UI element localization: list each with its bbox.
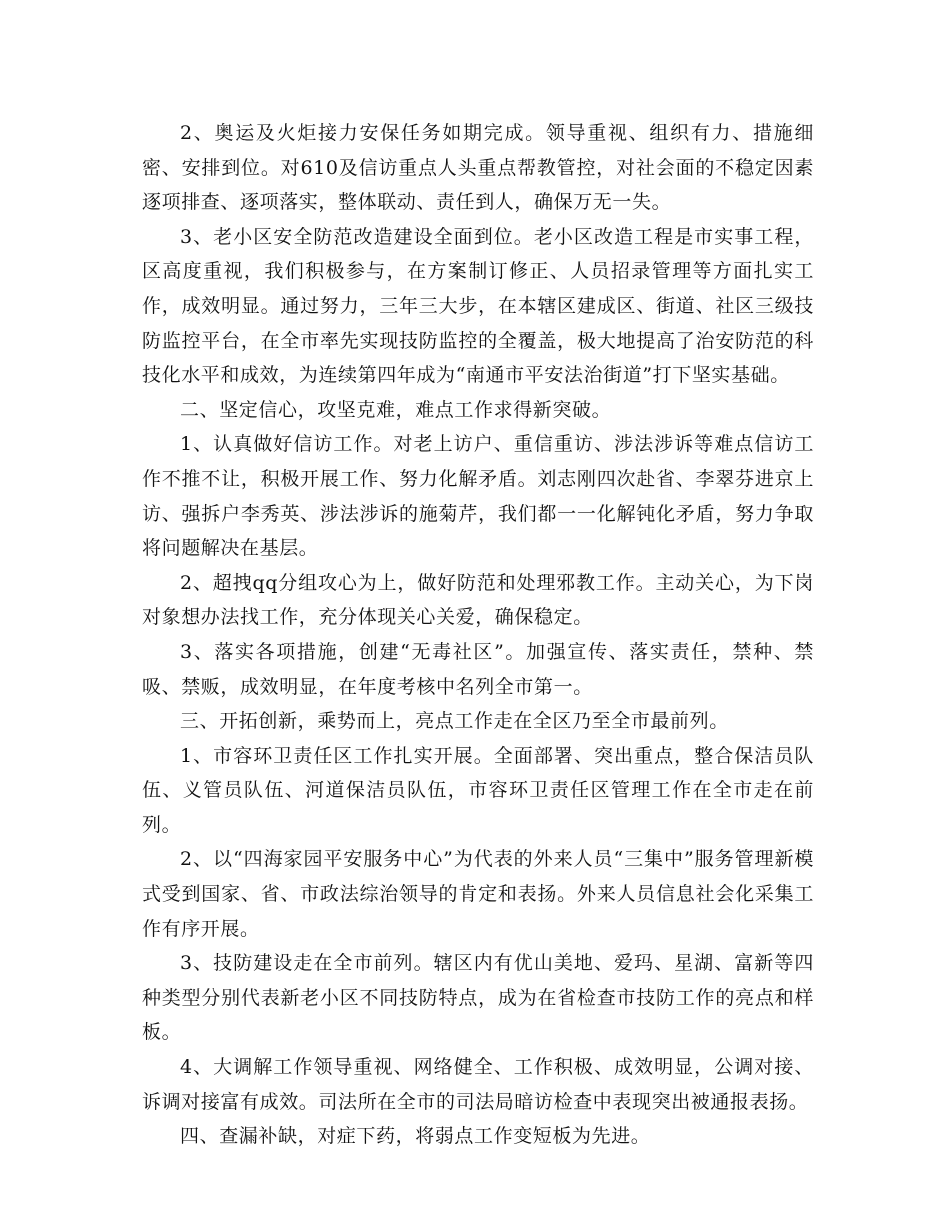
paragraph-city-sanitation: 1、市容环卫责任区工作扎实开展。全面部署、突出重点，整合保洁员队伍、义管员队伍、河道保洁员队伍，市容环卫责任区管理工作在全市走在前列。 xyxy=(142,744,814,836)
paragraph-mediation-work: 4、大调解工作领导重视、网络健全、工作积极、成效明显，公调对接、诉调对接富有成效。司法所在全市的司法局暗访检查中表现突出被通报表扬。 xyxy=(142,1056,814,1113)
paragraph-olympic-security: 2、奥运及火炬接力安保任务如期完成。领导重视、组织有力、措施细密、安排到位。对610及信访重点人头重点帮教管控，对社会面的不稳定因素逐项排查、逐项落实，整体联动、责任到人，确保万无一失。 xyxy=(142,122,814,214)
paragraph-old-community-security: 3、老小区安全防范改造建设全面到位。老小区改造工程是市实事工程，区高度重视，我们积极参与，在方案制订修正、人员招录管理等方面扎实工作，成效明显。通过努力，三年三大步，在本辖区建成区、街道、社区三级技防监控平台，在全市率先实现技防监控的全覆盖，极大地提高了治安防范的科技化水平和成效，为连续第四年成为“南通市平安法治街道”打下坚实基础。 xyxy=(142,225,814,387)
document-body xyxy=(142,116,814,1154)
section-heading-three: 三、开拓创新，乘势而上，亮点工作走在全区乃至全市最前列。 xyxy=(180,710,729,733)
paragraph-petition-work: 1、认真做好信访工作。对老上访户、重信重访、涉法涉诉等难点信访工作不推不让，积极开展工作、努力化解矛盾。刘志刚四次赴省、李翠芬进京上访、强拆户李秀英、涉法涉诉的施菊芹，我们都一一化解钝化矛盾，努力争取将问题解决在基层。 xyxy=(142,433,814,560)
paragraph-drug-free-community: 3、落实各项措施，创建“无毒社区”。加强宣传、落实责任，禁种、禁吸、禁贩，成效明显，在年度考核中名列全市第一。 xyxy=(142,640,814,698)
section-heading-two: 二、坚定信心，攻坚克难，难点工作求得新突破。 xyxy=(180,398,612,421)
paragraph-cult-prevention: 2、超拽qq分组攻心为上，做好防范和处理邪教工作。主动关心，为下岗对象想办法找工作，充分体现关心关爱，确保稳定。 xyxy=(142,571,814,629)
section-heading-four: 四、查漏补缺，对症下药，将弱点工作变短板为先进。 xyxy=(180,1125,651,1148)
paragraph-technical-defense: 3、技防建设走在全市前列。辖区内有优山美地、爱玛、星湖、富新等四种类型分别代表新老小区不同技防特点，成为在省检查市技防工作的亮点和样板。 xyxy=(142,952,814,1044)
paragraph-migrant-service-center: 2、以“四海家园平安服务中心”为代表的外来人员“三集中”服务管理新模式受到国家、省、市政法综治领导的肯定和表扬。外来人员信息社会化采集工作有序开展。 xyxy=(142,848,814,940)
